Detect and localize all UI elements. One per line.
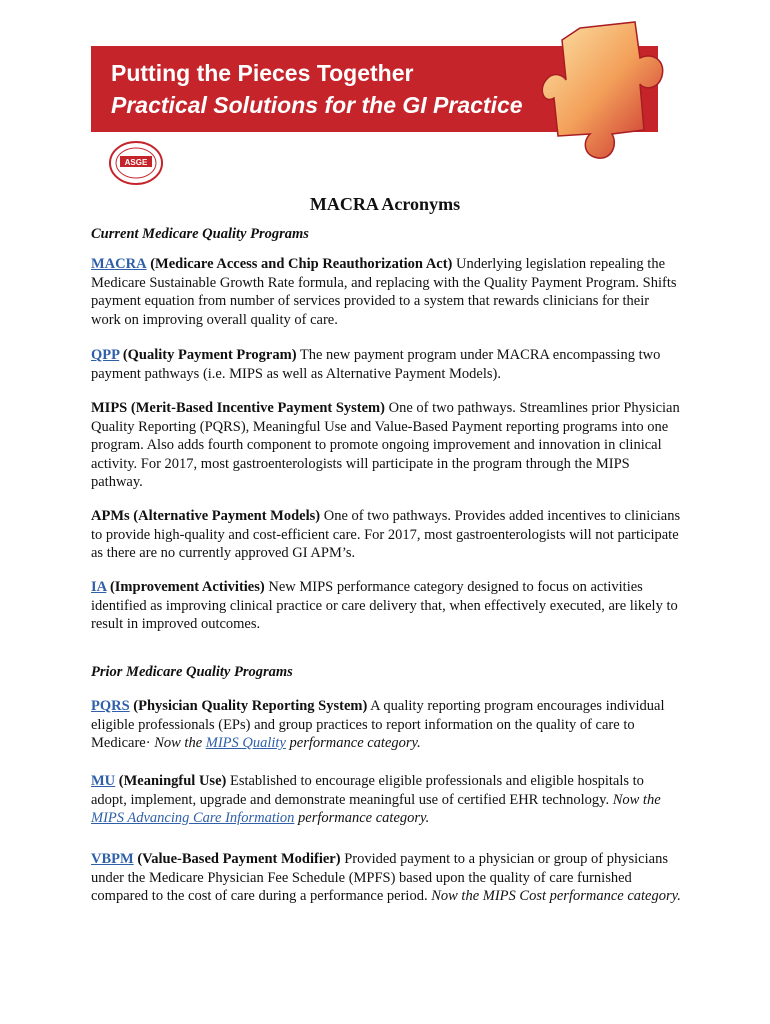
- ia-text: New MIPS performance category designed to focus on activities identified as improving clinical practice or care delivery that, when effectively executed, are likely to result in improved outcomes.: [91, 579, 678, 632]
- pqrs-link[interactable]: PQRS: [91, 698, 130, 714]
- vbpm-text: Provided payment to a physician or group of physicians under the Medicare Physician Fee Schedule (MPFS) based upon the quality of care furnished compared to the cost of care during a performance period.: [91, 851, 668, 904]
- qpp-text: The new payment program under MACRA encompassing two payment pathways (i.e. MIPS as well as Alternative Payment Models).: [91, 347, 661, 382]
- qpp-link[interactable]: QPP: [91, 347, 120, 363]
- pqrs-now-pre: Now the: [150, 735, 206, 751]
- apms-text: One of two pathways. Provides added incentives to clinicians to provide high-quality and cost-efficient care. For 2017, most gastroenterologists will not participate as there are no currently approved GI APM’s.: [91, 508, 681, 561]
- entry-pqrs: [91, 697, 681, 753]
- macra-text: Underlying legislation repealing the Medicare Sustainable Growth Rate formula, and replacing with the Quality Payment Program. Shifts payment equation from number of services provided to a system that rewards clinicians for their work on improving overall quality of care.: [91, 256, 677, 328]
- pqrs-now-post: performance category.: [285, 735, 421, 751]
- ia-link[interactable]: IA: [91, 579, 107, 595]
- asge-logo: [108, 140, 164, 186]
- entry-mu: [91, 772, 681, 828]
- vbpm-link[interactable]: VBPM: [91, 851, 134, 867]
- mips-quality-link[interactable]: MIPS Quality: [205, 735, 286, 751]
- puzzle-piece-icon: [540, 18, 672, 168]
- entry-vbpm: [91, 850, 681, 906]
- entry-mips: [91, 399, 681, 492]
- mips-text: One of two pathways. Streamlines prior Physician Quality Reporting (PQRS), Meaningful Use and Value-Based Payment reporting programs into one program. Also adds fourth component to promote ongoing improvement and innovation in clinical activity. For 2017, most gastroenterologists will participate in the program through the MIPS pathway.: [91, 400, 680, 490]
- vbpm-now: Now the MIPS Cost performance category.: [431, 888, 681, 904]
- entry-qpp: [91, 346, 681, 383]
- qpp-full: (Quality Payment Program): [119, 347, 297, 363]
- entry-macra: [91, 255, 681, 329]
- macra-full: (Medicare Access and Chip Reauthorization Act): [150, 256, 453, 272]
- mu-now-post: performance category.: [294, 810, 430, 826]
- vbpm-full: (Value-Based Payment Modifier): [133, 851, 341, 867]
- mips-full: MIPS (Merit-Based Incentive Payment System): [91, 400, 385, 416]
- pqrs-full: (Physician Quality Reporting System): [129, 698, 368, 714]
- banner-subtitle: Practical Solutions for the GI Practice: [111, 92, 523, 118]
- pqrs-text: A quality reporting program encourages individual eligible professionals (EPs) and group practices to report information on the quality of care to Medicare·: [91, 698, 665, 751]
- banner-title: Putting the Pieces Together: [111, 60, 414, 86]
- mu-text: Established to encourage eligible professionals and eligible hospitals to adopt, implement, upgrade and demonstrate meaningful use of certified EHR technology.: [91, 773, 644, 808]
- entry-ia: [91, 578, 681, 634]
- macra-link[interactable]: MACRA: [91, 256, 147, 272]
- section-heading-prior: Prior Medicare Quality Programs: [91, 664, 293, 680]
- mu-full: (Meaningful Use): [115, 773, 227, 789]
- mips-aci-link[interactable]: MIPS Advancing Care Information: [91, 810, 295, 826]
- apms-full: APMs (Alternative Payment Models): [91, 508, 321, 524]
- entry-apms: [91, 507, 681, 563]
- mu-link[interactable]: MU: [91, 773, 116, 789]
- logo-text: ASGE: [124, 158, 148, 167]
- mu-now-pre: Now the: [612, 791, 661, 808]
- ia-full: (Improvement Activities): [106, 579, 265, 595]
- section-heading-current: Current Medicare Quality Programs: [91, 226, 309, 242]
- page-title: MACRA Acronyms: [309, 194, 461, 214]
